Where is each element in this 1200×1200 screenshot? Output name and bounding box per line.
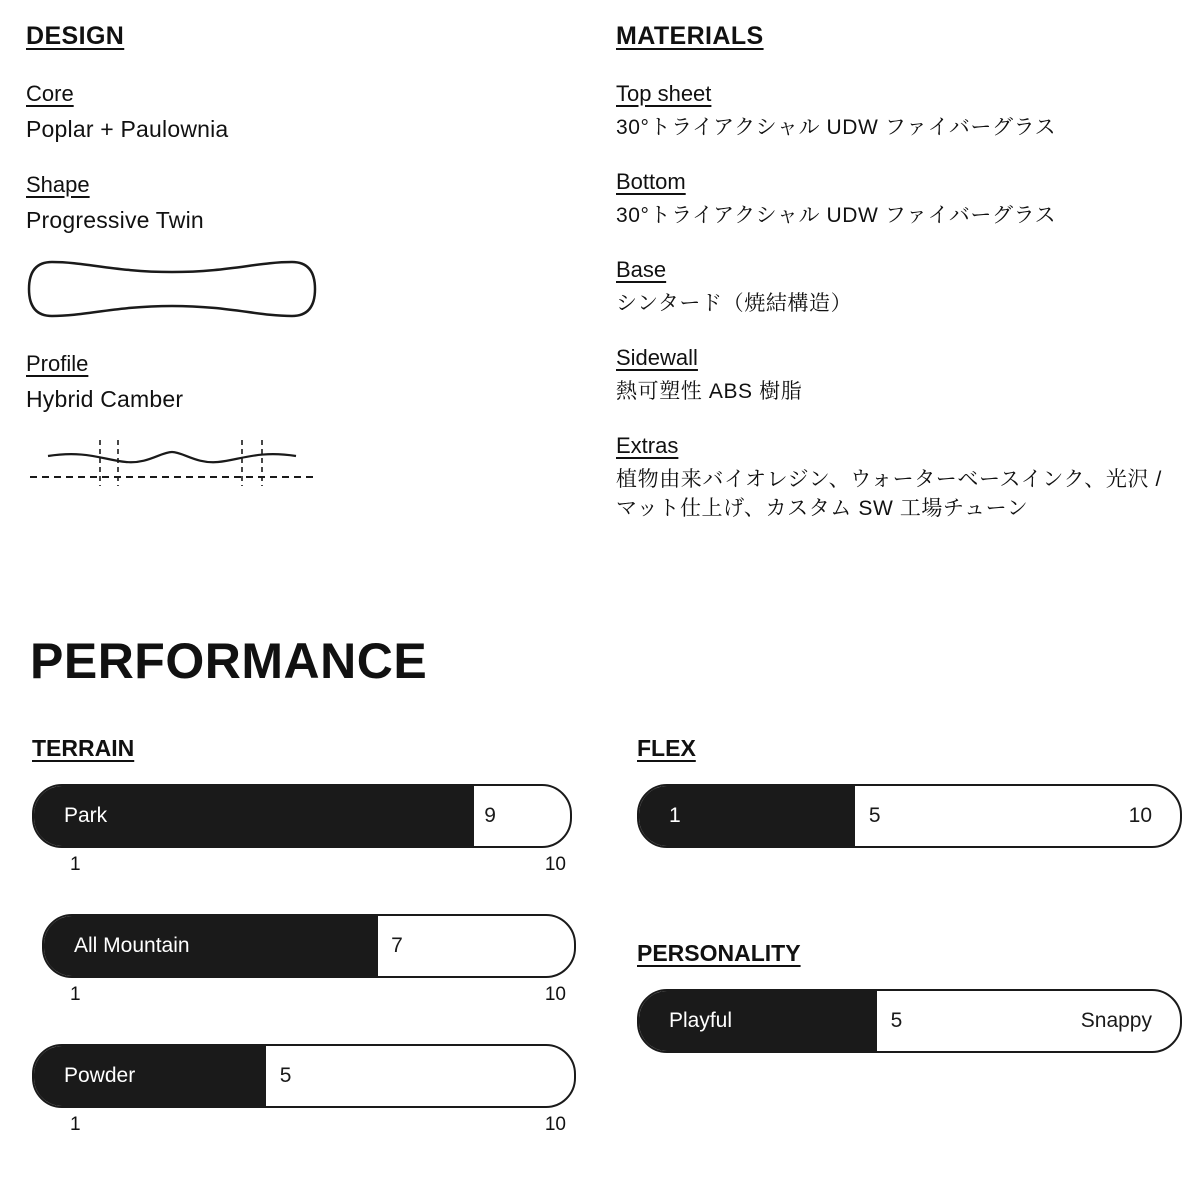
meter-flex-max-label: 10 bbox=[1128, 804, 1152, 827]
meter-all-mountain-max: 10 bbox=[544, 984, 566, 1005]
design-core-value: Poplar + Paulownia bbox=[26, 116, 229, 142]
meter-flex-min-label: 1 bbox=[669, 804, 681, 827]
design-core-label: Core bbox=[26, 81, 74, 106]
design-core-block bbox=[26, 81, 586, 146]
meter-powder-max: 10 bbox=[544, 1114, 566, 1135]
design-profile-value: Hybrid Camber bbox=[26, 386, 184, 413]
design-profile-block bbox=[26, 351, 586, 494]
meter-park-max: 10 bbox=[544, 854, 566, 875]
meter-all-mountain[interactable] bbox=[42, 914, 576, 978]
materials-extras-label: Extras bbox=[616, 432, 679, 458]
materials-sidewall-block bbox=[616, 345, 1176, 407]
snowboard-top-outline-icon bbox=[26, 258, 586, 325]
meter-powder-min: 1 bbox=[70, 1114, 81, 1135]
meter-group-flex bbox=[637, 784, 1182, 848]
design-shape-value: Progressive Twin bbox=[26, 206, 204, 233]
materials-sidewall-value: 熱可塑性 ABS 樹脂 bbox=[616, 379, 803, 403]
meter-group-all-mountain bbox=[32, 914, 572, 1012]
materials-sidewall-label: Sidewall bbox=[616, 344, 698, 370]
meter-personality-value: 5 bbox=[890, 1009, 903, 1032]
design-shape-label: Shape bbox=[26, 171, 90, 197]
meter-personality-right-label: Snappy bbox=[1080, 1009, 1152, 1032]
meter-group-park bbox=[32, 784, 572, 882]
meter-all-mountain-min: 1 bbox=[70, 984, 81, 1005]
meter-group-personality bbox=[637, 989, 1182, 1053]
meter-powder-value: 5 bbox=[279, 1064, 292, 1087]
design-shape-block bbox=[26, 172, 586, 326]
materials-heading: MATERIALS bbox=[616, 22, 764, 50]
meter-powder-scale bbox=[32, 1114, 572, 1142]
terrain-section bbox=[32, 735, 572, 1174]
personality-heading: PERSONALITY bbox=[637, 940, 801, 966]
materials-base-block bbox=[616, 257, 1176, 319]
flex-personality-section bbox=[637, 735, 1182, 1085]
materials-extras-block bbox=[616, 433, 1176, 524]
performance-heading: PERFORMANCE bbox=[30, 633, 428, 689]
materials-column bbox=[616, 22, 1176, 550]
materials-topsheet-block bbox=[616, 81, 1176, 143]
section-spacer bbox=[637, 880, 1182, 940]
materials-extras-value: 植物由来バイオレジン、ウォーターベースインク、光沢 / マット仕上げ、カスタム SW 工場チューン bbox=[616, 467, 1162, 520]
design-profile-label: Profile bbox=[26, 351, 89, 377]
meter-park-label: Park bbox=[64, 804, 108, 827]
hybrid-camber-profile-icon bbox=[26, 434, 586, 494]
meter-all-mountain-label: All Mountain bbox=[74, 934, 190, 957]
terrain-heading: TERRAIN bbox=[32, 735, 135, 761]
materials-bottom-value: 30°トライアクシャル UDW ファイバーグラス bbox=[616, 203, 1057, 227]
meter-personality-left-label: Playful bbox=[669, 1009, 733, 1032]
materials-topsheet-value: 30°トライアクシャル UDW ファイバーグラス bbox=[616, 116, 1057, 139]
materials-bottom-label: Bottom bbox=[616, 168, 686, 194]
materials-bottom-block bbox=[616, 169, 1176, 231]
materials-base-value: シンタード（焼結構造） bbox=[616, 291, 853, 315]
meter-powder-label: Powder bbox=[64, 1064, 136, 1087]
meter-powder[interactable] bbox=[32, 1044, 576, 1108]
materials-topsheet-label: Top sheet bbox=[616, 81, 712, 106]
meter-park-value: 9 bbox=[484, 804, 496, 827]
meter-personality[interactable] bbox=[637, 989, 1182, 1053]
meter-group-powder bbox=[32, 1044, 572, 1142]
meter-all-mountain-scale bbox=[32, 984, 572, 1012]
meter-flex[interactable] bbox=[637, 784, 1182, 848]
meter-park-scale bbox=[32, 854, 572, 882]
materials-base-label: Base bbox=[616, 256, 667, 282]
design-column bbox=[26, 22, 586, 520]
meter-park-min: 1 bbox=[70, 854, 81, 875]
meter-flex-value: 5 bbox=[868, 804, 881, 827]
meter-park[interactable] bbox=[32, 784, 572, 848]
flex-heading: FLEX bbox=[637, 735, 696, 761]
meter-all-mountain-value: 7 bbox=[391, 934, 403, 957]
design-heading: DESIGN bbox=[26, 22, 125, 50]
